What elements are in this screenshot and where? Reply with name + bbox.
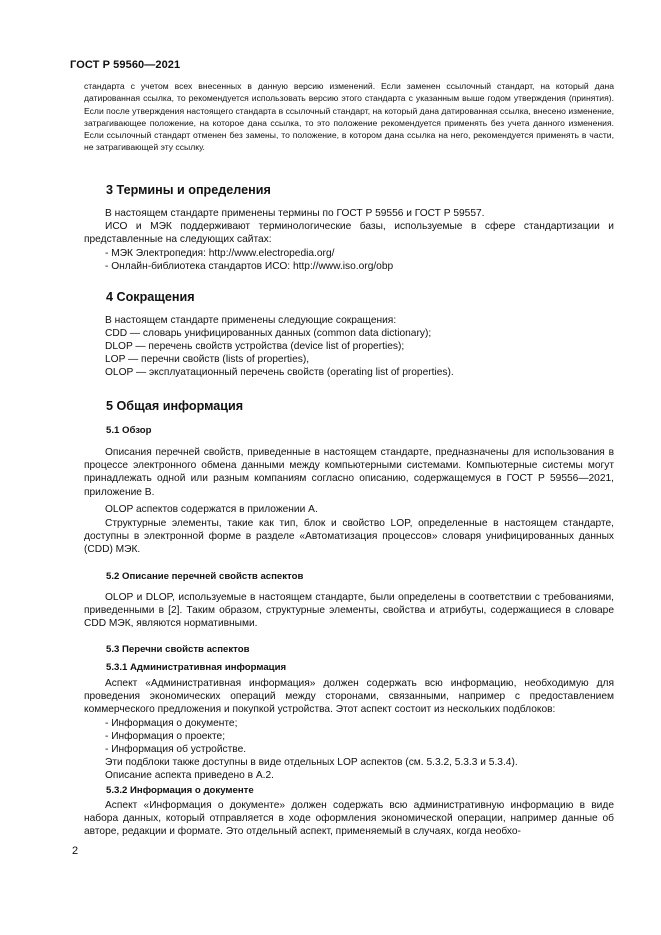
- subsection-5-1-heading: 5.1 Обзор: [106, 425, 152, 436]
- section-3-heading: 3 Термины и определения: [106, 183, 271, 197]
- section-5-heading: 5 Общая информация: [106, 399, 244, 413]
- subsection-5-3-1-paragraph-1: Аспект «Административная информация» должен содержать всю информацию, необходимую для проведения экономических операций между сторонами, связанными, например с предоставлением коммерческого предложения и покупкой устройства. Этот аспект состоит из нескольких подблоков:: [84, 678, 614, 716]
- document-header: ГОСТ Р 59560—2021: [70, 59, 181, 71]
- subsection-5-3-2-paragraph-1: Аспект «Информация о документе» должен содержать всю административную информацию в виде набора данных, который отправляется в ходе оформления экономической операции, например данные об авторе, редакции и формате. Это отдельный аспект, применяемый в случаях, когда необхо-: [84, 800, 614, 838]
- section-3-paragraph-2: ИСО и МЭК поддерживают терминологические базы, используемые в сфере стандартизации и представленные на следующих сайтах:: [84, 221, 614, 246]
- abbreviation-item: CDD — словарь унифицированных данных (common data dictionary);: [105, 328, 432, 339]
- list-item: - МЭК Электропедия: http://www.electropedia.org/: [105, 248, 335, 259]
- subsection-5-3-2-heading: 5.3.2 Информация о документе: [106, 785, 254, 796]
- subsection-5-2-heading: 5.2 Описание перечней свойств аспектов: [106, 571, 304, 582]
- list-item: - Информация об устройстве.: [105, 744, 247, 755]
- abbreviation-item: DLOP — перечень свойств устройства (device list of properties);: [105, 341, 405, 352]
- subsection-5-1-paragraph-3: Структурные элементы, такие как тип, блок и свойство LOP, определенные в настоящем стандарте, доступны в электронной форме в разделе «Автоматизация процессов» словаря унифицированных данных (CDD) МЭК.: [84, 518, 614, 556]
- subsection-5-3-1-paragraph-2: Эти подблоки также доступны в виде отдельных LOP аспектов (см. 5.3.2, 5.3.3 и 5.3.4).: [105, 757, 518, 768]
- section-4-paragraph-1: В настоящем стандарте применены следующие сокращения:: [105, 315, 397, 326]
- list-item: - Информация о проекте;: [105, 731, 226, 742]
- section-3-paragraph-1: В настоящем стандарте применены термины по ГОСТ Р 59556 и ГОСТ Р 59557.: [105, 208, 485, 219]
- section-4-heading: 4 Сокращения: [106, 290, 195, 304]
- page-number: 2: [72, 845, 79, 857]
- intro-paragraph: стандарта с учетом всех внесенных в данную версию изменений. Если заменен ссылочный стандарт, на который дана датированная ссылка, то рекомендуется использовать версию этого стандарта с указанным выше годом утверждения (принятия). Если после утверждения настоящего стандарта в ссылочный стандарт, на который дана датированная ссылка, внесено изменение, затрагивающее положение, на которое дана ссылка, то это положение рекомендуется применять без учета данного изменения. Если ссылочный стандарт отменен без замены, то положение, в котором дана ссылка на него, рекомендуется применять в части, не затрагивающей эту ссылку.: [84, 81, 614, 153]
- abbreviation-item: OLOP — эксплуатационный перечень свойств (operating list of properties).: [105, 367, 454, 378]
- list-item: - Онлайн-библиотека стандартов ИСО: http://www.iso.org/obp: [105, 261, 394, 272]
- subsection-5-2-paragraph-1: OLOP и DLOP, используемые в настоящем стандарте, были определены в соответствии с требованиями, приведенными в [2]. Таким образом, структурные элементы, свойства и атрибуты, содержащиеся в словаре CDD МЭК, являются нормативными.: [84, 592, 614, 630]
- subsection-5-3-1-heading: 5.3.1 Административная информация: [106, 662, 287, 673]
- subsection-5-3-heading: 5.3 Перечни свойств аспектов: [106, 644, 250, 655]
- subsection-5-1-paragraph-1: Описания перечней свойств, приведенные в настоящем стандарте, предназначены для использования в процессе электронного обмена данными между компьютерными системами. Компьютерные системы могут принадлежать одной или разным компаниям согласно описанию, содержащемуся в ГОСТ Р 59556—2021, приложение В.: [84, 447, 614, 498]
- abbreviation-item: LOP — перечни свойств (lists of properties),: [105, 354, 310, 365]
- list-item: - Информация о документе;: [105, 718, 238, 729]
- subsection-5-3-1-paragraph-3: Описание аспекта приведено в А.2.: [105, 770, 274, 781]
- subsection-5-1-paragraph-2: OLOP аспектов содержатся в приложении А.: [105, 504, 318, 515]
